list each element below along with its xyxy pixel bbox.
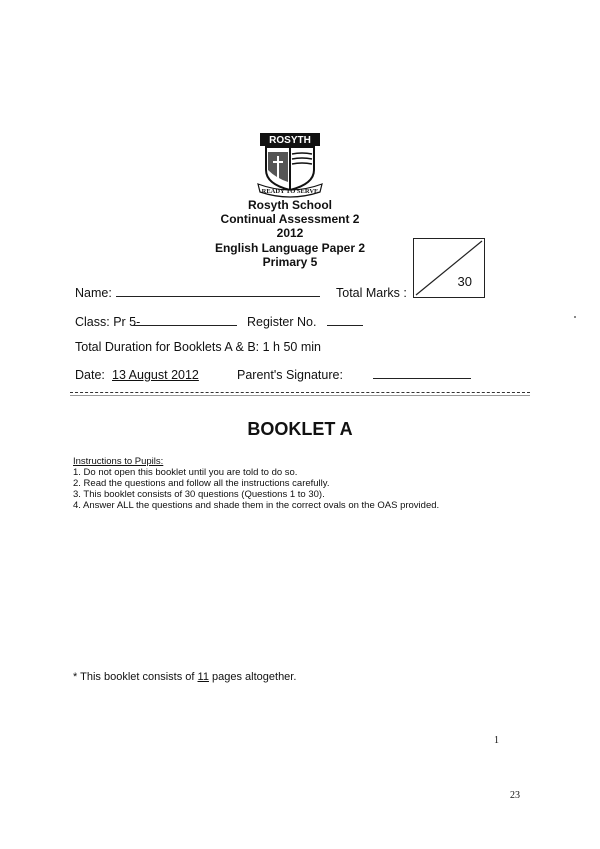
crest-top-text: ROSYTH [269,135,311,146]
booklet-title: BOOKLET A [247,419,353,439]
paper-title: English Language Paper 2 [214,241,366,255]
level-title: Primary 5 [262,255,318,269]
scan-speck [574,316,576,318]
school-name: Rosyth School [247,198,332,212]
parent-signature-field[interactable] [373,367,471,379]
date-value: 13 August 2012 [112,368,199,382]
class-label: Class: Pr 5- [75,315,141,329]
date-label: Date: [75,368,105,382]
page-count-prefix: * This booklet consists of [73,671,198,683]
instructions-list [73,467,439,511]
separator-line-shadow [70,395,530,396]
instructions-heading: Instructions to Pupils: [73,456,164,467]
instruction-item: 4. Answer ALL the questions and shade them in the correct ovals on the OAS provided. [73,500,440,511]
separator-line [70,392,530,393]
school-crest [256,132,324,198]
page-number: 1 [494,735,499,746]
crest-motto: READY TO SERVE [261,188,319,195]
register-label: Register No. [247,315,317,329]
total-marks-value: 30 [457,274,472,289]
assessment-title: Continual Assessment 2 [220,212,360,226]
page-count-value: 11 [197,671,209,683]
instruction-item: 3. This booklet consists of 30 questions (Questions 1 to 30). [73,489,325,500]
marks-diagonal [414,239,484,297]
name-field[interactable] [116,285,320,297]
parent-signature-label: Parent's Signature: [237,368,343,382]
page-count-suffix: pages altogether. [208,671,297,683]
total-marks-box[interactable] [413,238,485,298]
assessment-year: 2012 [276,226,304,240]
instruction-item: 2. Read the questions and follow all the instructions carefully. [73,478,330,489]
page-count-note [73,671,296,683]
class-field[interactable] [133,314,237,326]
instruction-item: 1. Do not open this booklet until you are told to do so. [73,467,298,478]
name-label: Name: [75,286,112,300]
register-field[interactable] [327,314,363,326]
total-marks-label: Total Marks : [336,286,407,300]
total-duration: Total Duration for Booklets A & B: 1 h 50 min [75,340,321,354]
document-page-number: 23 [510,790,520,801]
